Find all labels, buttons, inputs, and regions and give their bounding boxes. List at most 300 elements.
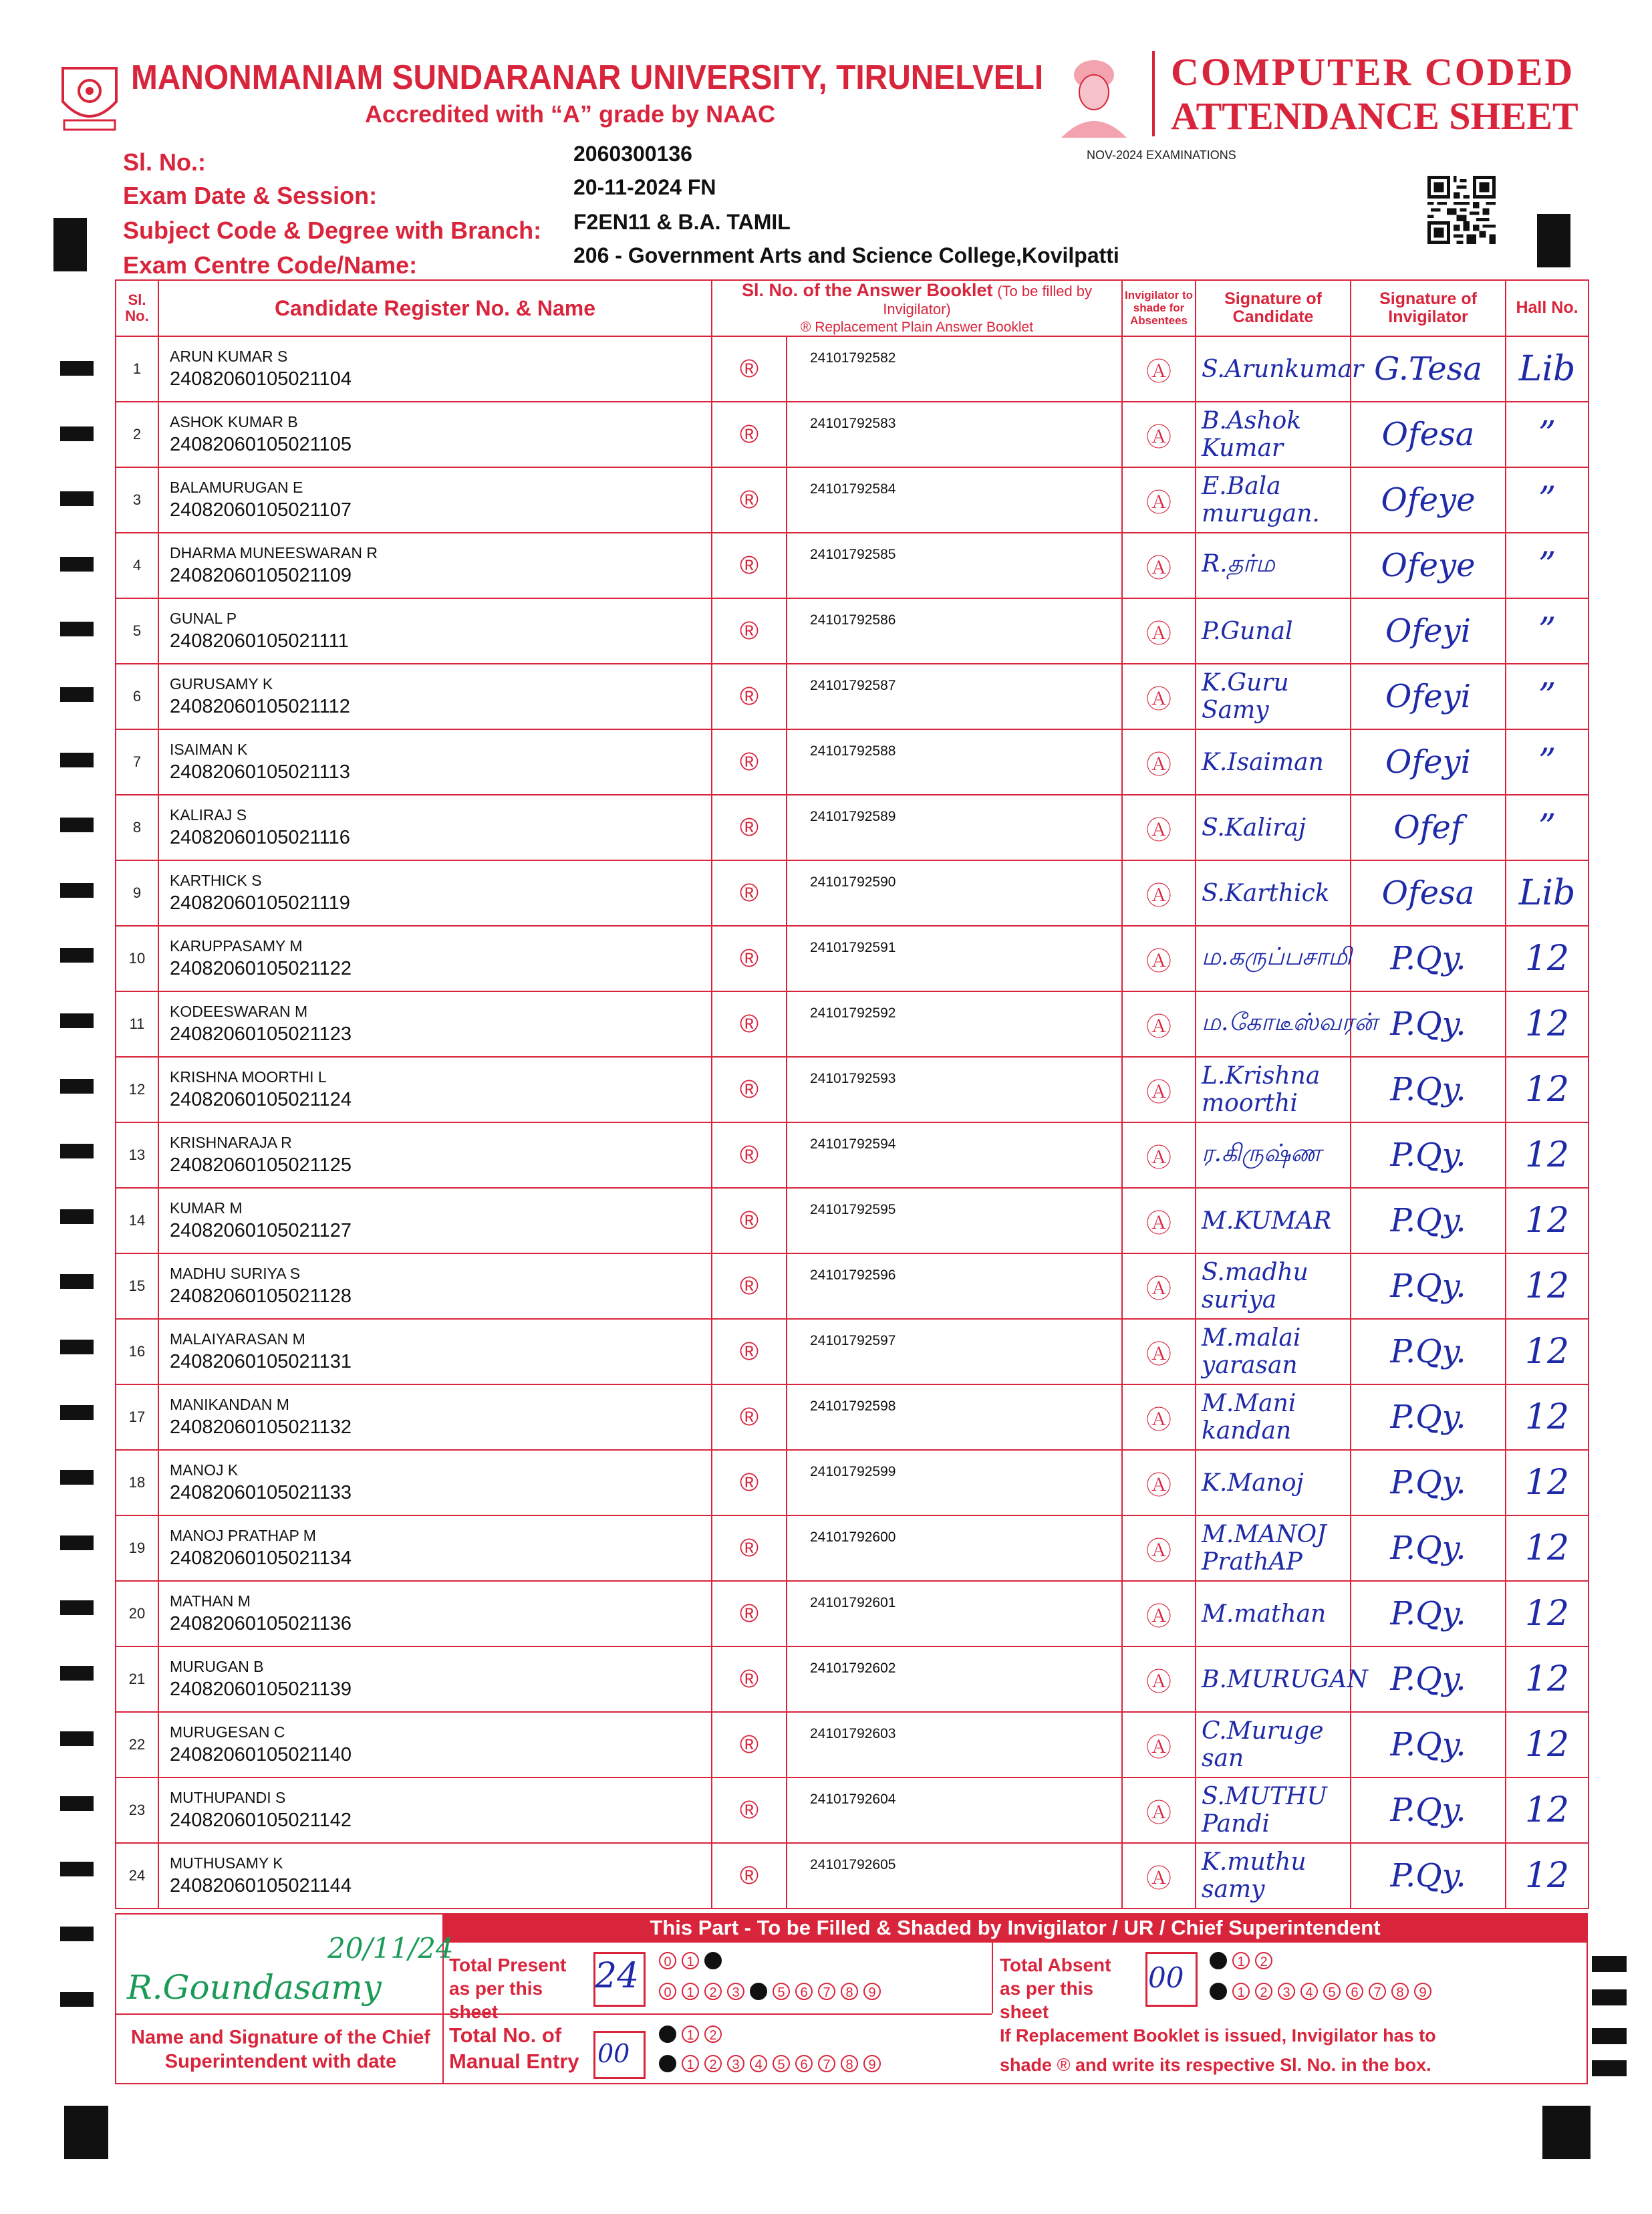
- invigilator-signature: P.Qy.: [1351, 1188, 1506, 1253]
- candidate-cell: [158, 664, 712, 729]
- row-sl: 18: [116, 1450, 158, 1515]
- digit-bubble[interactable]: 0: [1210, 1952, 1227, 1969]
- digit-bubble[interactable]: 1: [682, 2055, 699, 2072]
- timing-mark-left: [60, 1405, 94, 1420]
- digit-bubble[interactable]: 6: [795, 1983, 813, 2000]
- candidate-signature: R.தர்ம: [1196, 533, 1351, 598]
- candidate-name: GURUSAMY K: [170, 675, 273, 693]
- hall-number: 12: [1506, 991, 1589, 1057]
- candidate-signature: M.mathan: [1196, 1581, 1351, 1646]
- timing-mark-right: [1592, 1956, 1627, 1972]
- digit-bubble[interactable]: 9: [863, 1983, 881, 2000]
- digit-bubble[interactable]: 8: [841, 2055, 858, 2072]
- replacement-bubble[interactable]: ®: [712, 664, 787, 729]
- digit-bubble[interactable]: 6: [795, 2055, 813, 2072]
- replacement-symbol: ®: [1057, 2055, 1071, 2075]
- replacement-bubble[interactable]: ®: [712, 402, 787, 467]
- timing-mark-left: [60, 1862, 94, 1876]
- row-sl: 6: [116, 664, 158, 729]
- candidate-signature: L.Krishna moorthi: [1196, 1057, 1351, 1122]
- replacement-bubble[interactable]: ®: [712, 1777, 787, 1843]
- replacement-bubble[interactable]: ®: [712, 598, 787, 664]
- candidate-name: KUMAR M: [170, 1199, 243, 1217]
- accreditation: Accredited with “A” grade by NAAC: [365, 100, 776, 128]
- booklet-number: 24101792593: [787, 1057, 1122, 1122]
- booklet-number: 24101792587: [787, 664, 1122, 729]
- invigilator-signature: Ofef: [1351, 795, 1506, 860]
- invigilator-signature: P.Qy.: [1351, 991, 1506, 1057]
- absent-bubble[interactable]: Ⓐ: [1122, 1450, 1196, 1515]
- absent-bubble[interactable]: Ⓐ: [1122, 926, 1196, 991]
- candidate-signature: K.Isaiman: [1196, 729, 1351, 795]
- table-row: [116, 1057, 1589, 1122]
- hall-number: 12: [1506, 1777, 1589, 1843]
- register-number: 24082060105021127: [170, 1220, 352, 1242]
- candidate-signature: M.MANOJ PrathAP: [1196, 1515, 1351, 1581]
- hall-number: ”: [1506, 664, 1589, 729]
- row-sl: 15: [116, 1253, 158, 1319]
- invigilator-signature: P.Qy.: [1351, 926, 1506, 991]
- header-booklet-note: (To be filled by Invigilator): [883, 283, 1093, 318]
- candidate-cell: [158, 598, 712, 664]
- timing-mark-left: [60, 1209, 94, 1224]
- table-row: [116, 664, 1589, 729]
- digit-bubble[interactable]: 3: [1278, 1983, 1295, 2000]
- timing-mark-left: [60, 361, 94, 376]
- absent-bubble[interactable]: Ⓐ: [1122, 402, 1196, 467]
- candidate-name: MADHU SURIYA S: [170, 1265, 301, 1283]
- absent-bubble[interactable]: Ⓐ: [1122, 1253, 1196, 1319]
- sl-no-value: 2060300136: [573, 142, 692, 166]
- digit-bubble[interactable]: 4: [750, 1983, 767, 2000]
- candidate-signature: C.Muruge san: [1196, 1712, 1351, 1777]
- candidate-name: MALAIYARASAN M: [170, 1330, 305, 1348]
- absent-bubble[interactable]: Ⓐ: [1122, 336, 1196, 402]
- table-row: [116, 1384, 1589, 1450]
- replacement-bubble[interactable]: ®: [712, 1057, 787, 1122]
- candidate-signature: B.Ashok Kumar: [1196, 402, 1351, 467]
- booklet-number: 24101792596: [787, 1253, 1122, 1319]
- timing-mark-left: [60, 1535, 94, 1550]
- digit-bubble[interactable]: 2: [704, 2055, 722, 2072]
- register-number: 24082060105021123: [170, 1023, 352, 1046]
- total-absent-label: Total Absent as per this sheet: [1000, 1955, 1111, 2022]
- row-sl: 4: [116, 533, 158, 598]
- candidate-name: ISAIMAN K: [170, 741, 248, 759]
- total-present-label: Total Present as per this sheet: [449, 1955, 567, 2022]
- footer-banner-text: This Part - To be Filled & Shaded by Invigilator / UR / Chief Superintendent: [650, 1916, 1381, 1939]
- footer-divider-v2: [992, 1943, 993, 2013]
- table-row: [116, 336, 1589, 402]
- replacement-note-shade: shade: [1000, 2055, 1053, 2075]
- candidate-signature: K.Guru Samy: [1196, 664, 1351, 729]
- candidate-signature: S.Karthick: [1196, 860, 1351, 926]
- booklet-number: 24101792586: [787, 598, 1122, 664]
- booklet-number: 24101792585: [787, 533, 1122, 598]
- corner-mark-bottom-right: [1542, 2106, 1591, 2159]
- candidate-name: DHARMA MUNEESWARAN R: [170, 544, 378, 562]
- replacement-bubble[interactable]: ®: [712, 1581, 787, 1646]
- absent-bubble[interactable]: Ⓐ: [1122, 1057, 1196, 1122]
- booklet-number: 24101792603: [787, 1712, 1122, 1777]
- digit-bubble[interactable]: 1: [682, 2025, 699, 2043]
- invigilator-signature: Ofeye: [1351, 533, 1506, 598]
- register-number: 24082060105021134: [170, 1548, 352, 1570]
- candidate-name: MANOJ PRATHAP M: [170, 1527, 316, 1545]
- row-sl: 12: [116, 1057, 158, 1122]
- row-sl: 23: [116, 1777, 158, 1843]
- candidate-cell: [158, 1646, 712, 1712]
- absent-bubble[interactable]: Ⓐ: [1122, 598, 1196, 664]
- header-hall: Hall No.: [1506, 280, 1589, 336]
- candidate-name: KRISHNA MOORTHI L: [170, 1068, 327, 1086]
- booklet-number: 24101792584: [787, 467, 1122, 533]
- absent-bubble[interactable]: Ⓐ: [1122, 860, 1196, 926]
- manual-entry-value: 00: [597, 2039, 630, 2068]
- hall-number: 12: [1506, 1253, 1589, 1319]
- replacement-bubble[interactable]: ®: [712, 1319, 787, 1384]
- replacement-bubble[interactable]: ®: [712, 1843, 787, 1909]
- candidate-signature: E.Bala murugan.: [1196, 467, 1351, 533]
- table-row: [116, 926, 1589, 991]
- absent-bubble[interactable]: Ⓐ: [1122, 1843, 1196, 1909]
- digit-bubble[interactable]: 4: [750, 2055, 767, 2072]
- replacement-bubble[interactable]: ®: [712, 1646, 787, 1712]
- row-sl: 24: [116, 1843, 158, 1909]
- sl-no-label: Sl. No.:: [123, 148, 206, 176]
- table-row: [116, 402, 1589, 467]
- candidate-signature: M.KUMAR: [1196, 1188, 1351, 1253]
- row-sl: 22: [116, 1712, 158, 1777]
- table-row: [116, 1122, 1589, 1188]
- subject-label: Subject Code & Degree with Branch:: [123, 217, 542, 244]
- booklet-number: 24101792599: [787, 1450, 1122, 1515]
- absent-bubble[interactable]: Ⓐ: [1122, 1646, 1196, 1712]
- candidate-cell: [158, 1188, 712, 1253]
- timing-mark-left: [60, 753, 94, 767]
- candidate-cell: [158, 1319, 712, 1384]
- digit-bubble[interactable]: 0: [659, 2025, 676, 2043]
- digit-bubble[interactable]: 0: [1210, 1983, 1227, 2000]
- digit-bubble[interactable]: 0: [659, 1983, 676, 2000]
- absent-bubble[interactable]: Ⓐ: [1122, 1122, 1196, 1188]
- chief-signature: R.Goundasamy: [127, 1968, 382, 2007]
- replacement-bubble[interactable]: ®: [712, 1515, 787, 1581]
- digit-bubble[interactable]: 2: [1255, 1983, 1272, 2000]
- booklet-number: 24101792591: [787, 926, 1122, 991]
- invigilator-signature: P.Qy.: [1351, 1777, 1506, 1843]
- hall-number: ”: [1506, 467, 1589, 533]
- exam-date-label: Exam Date & Session:: [123, 182, 378, 209]
- candidate-cell: [158, 1777, 712, 1843]
- candidate-cell: [158, 795, 712, 860]
- candidate-cell: [158, 1253, 712, 1319]
- candidate-name: ARUN KUMAR S: [170, 348, 288, 366]
- candidate-name: GUNAL P: [170, 610, 237, 628]
- candidate-cell: [158, 991, 712, 1057]
- invigilator-signature: Ofeyi: [1351, 598, 1506, 664]
- timing-mark-left: [60, 491, 94, 506]
- absent-bubble[interactable]: Ⓐ: [1122, 795, 1196, 860]
- replacement-bubble[interactable]: ®: [712, 729, 787, 795]
- booklet-number: 24101792597: [787, 1319, 1122, 1384]
- invigilator-signature: P.Qy.: [1351, 1122, 1506, 1188]
- table-row: [116, 1712, 1589, 1777]
- table-row: [116, 860, 1589, 926]
- invigilator-signature: P.Qy.: [1351, 1515, 1506, 1581]
- invigilator-signature: P.Qy.: [1351, 1712, 1506, 1777]
- digit-bubble[interactable]: 2: [704, 1952, 722, 1969]
- candidate-signature: K.muthu samy: [1196, 1843, 1351, 1909]
- absent-bubble[interactable]: Ⓐ: [1122, 1581, 1196, 1646]
- timing-mark-left: [60, 1274, 94, 1289]
- digit-bubble[interactable]: 1: [1232, 1952, 1250, 1969]
- row-sl: 19: [116, 1515, 158, 1581]
- total-absent-value: 00: [1148, 1961, 1184, 1994]
- timing-mark-left: [60, 1470, 94, 1485]
- absent-units-bubbles: [1210, 1983, 1437, 2000]
- booklet-number: 24101792594: [787, 1122, 1122, 1188]
- invigilator-signature: P.Qy.: [1351, 1057, 1506, 1122]
- university-name: MANONMANIAM SUNDARANAR UNIVERSITY, TIRUNELVELI: [131, 58, 1044, 97]
- register-number: 24082060105021125: [170, 1154, 352, 1177]
- register-number: 24082060105021128: [170, 1285, 352, 1308]
- candidate-name: KARTHICK S: [170, 872, 262, 890]
- digit-bubble[interactable]: 0: [659, 1952, 676, 1969]
- header-sig-candidate: Signature of Candidate: [1196, 280, 1351, 336]
- digit-bubble[interactable]: 7: [818, 1983, 835, 2000]
- candidate-cell: [158, 1712, 712, 1777]
- absent-bubble[interactable]: Ⓐ: [1122, 664, 1196, 729]
- corner-mark-bottom-left: [64, 2106, 108, 2159]
- booklet-number: 24101792588: [787, 729, 1122, 795]
- candidate-name: BALAMURUGAN E: [170, 479, 303, 497]
- candidate-name: KODEESWARAN M: [170, 1003, 308, 1021]
- absent-bubble[interactable]: Ⓐ: [1122, 1188, 1196, 1253]
- candidate-name: ASHOK KUMAR B: [170, 413, 298, 431]
- candidate-signature: S.Arunkumar: [1196, 336, 1351, 402]
- candidate-signature: S.Kaliraj: [1196, 795, 1351, 860]
- digit-bubble[interactable]: 6: [1346, 1983, 1363, 2000]
- digit-bubble[interactable]: 5: [1323, 1983, 1341, 2000]
- digit-bubble[interactable]: 7: [1369, 1983, 1386, 2000]
- table-row: [116, 533, 1589, 598]
- candidate-cell: [158, 729, 712, 795]
- booklet-number: 24101792600: [787, 1515, 1122, 1581]
- invigilator-signature: Ofesa: [1351, 402, 1506, 467]
- register-number: 24082060105021116: [170, 827, 350, 849]
- centre-value: 206 - Government Arts and Science College,Kovilpatti: [573, 243, 1119, 267]
- header-divider: [1152, 51, 1155, 136]
- candidate-cell: [158, 1384, 712, 1450]
- hall-number: 12: [1506, 1843, 1589, 1909]
- candidate-cell: [158, 860, 712, 926]
- register-number: 24082060105021109: [170, 565, 352, 587]
- absent-bubble[interactable]: Ⓐ: [1122, 533, 1196, 598]
- row-sl: 14: [116, 1188, 158, 1253]
- row-sl: 10: [116, 926, 158, 991]
- digit-bubble[interactable]: 9: [863, 2055, 881, 2072]
- row-sl: 20: [116, 1581, 158, 1646]
- replacement-bubble[interactable]: ®: [712, 860, 787, 926]
- replacement-bubble[interactable]: ®: [712, 1122, 787, 1188]
- booklet-number: 24101792604: [787, 1777, 1122, 1843]
- replacement-bubble[interactable]: ®: [712, 533, 787, 598]
- header-candidate: Candidate Register No. & Name: [158, 280, 712, 336]
- replacement-bubble[interactable]: ®: [712, 991, 787, 1057]
- centre-label: Exam Centre Code/Name:: [123, 251, 418, 279]
- absent-bubble[interactable]: Ⓐ: [1122, 729, 1196, 795]
- candidate-signature: ம.கருப்பசாமி: [1196, 926, 1351, 991]
- replacement-bubble[interactable]: ®: [712, 1188, 787, 1253]
- absent-bubble[interactable]: Ⓐ: [1122, 1319, 1196, 1384]
- table-row: [116, 1581, 1589, 1646]
- timing-mark-left: [60, 1927, 94, 1941]
- digit-bubble[interactable]: 8: [1391, 1983, 1409, 2000]
- digit-bubble[interactable]: 0: [659, 2055, 676, 2072]
- candidate-cell: [158, 336, 712, 402]
- register-number: 24082060105021112: [170, 696, 350, 718]
- digit-bubble[interactable]: 2: [1255, 1952, 1272, 1969]
- candidate-signature: P.Gunal: [1196, 598, 1351, 664]
- header-shade: Invigilator to shade for Absentees: [1122, 280, 1196, 336]
- digit-bubble[interactable]: 3: [727, 2055, 744, 2072]
- digit-bubble[interactable]: 3: [727, 1983, 744, 2000]
- hall-number: 12: [1506, 1646, 1589, 1712]
- replacement-bubble[interactable]: ®: [712, 926, 787, 991]
- hall-number: 12: [1506, 1188, 1589, 1253]
- hall-number: 12: [1506, 1057, 1589, 1122]
- digit-bubble[interactable]: 5: [773, 1983, 790, 2000]
- replacement-bubble[interactable]: ®: [712, 1384, 787, 1450]
- row-sl: 9: [116, 860, 158, 926]
- exam-date-value: 20-11-2024 FN: [573, 175, 716, 199]
- absent-bubble[interactable]: Ⓐ: [1122, 467, 1196, 533]
- absent-bubble[interactable]: Ⓐ: [1122, 1515, 1196, 1581]
- header-booklet-title: Sl. No. of the Answer Booklet: [741, 280, 993, 300]
- invigilator-signature: P.Qy.: [1351, 1319, 1506, 1384]
- timing-mark-left: [60, 426, 94, 441]
- register-number: 24082060105021144: [170, 1875, 352, 1897]
- row-sl: 17: [116, 1384, 158, 1450]
- digit-bubble[interactable]: 7: [818, 2055, 835, 2072]
- candidate-cell: [158, 1122, 712, 1188]
- register-number: 24082060105021122: [170, 958, 352, 980]
- table-row: [116, 598, 1589, 664]
- replacement-bubble[interactable]: ®: [712, 1253, 787, 1319]
- digit-bubble[interactable]: 5: [773, 2055, 790, 2072]
- invigilator-signature: Ofesa: [1351, 860, 1506, 926]
- candidate-name: MUTHUSAMY K: [170, 1854, 283, 1872]
- digit-bubble[interactable]: 1: [682, 1952, 699, 1969]
- absent-bubble[interactable]: Ⓐ: [1122, 1712, 1196, 1777]
- digit-bubble[interactable]: 1: [682, 1983, 699, 2000]
- absent-bubble[interactable]: Ⓐ: [1122, 1777, 1196, 1843]
- absent-bubble[interactable]: Ⓐ: [1122, 1384, 1196, 1450]
- candidate-cell: [158, 1057, 712, 1122]
- candidate-cell: [158, 1843, 712, 1909]
- present-tens-bubbles: [659, 1952, 727, 1969]
- booklet-number: 24101792602: [787, 1646, 1122, 1712]
- replacement-bubble[interactable]: ®: [712, 795, 787, 860]
- manual-tens-bubbles: [659, 2025, 727, 2043]
- absent-tens-bubbles: [1210, 1952, 1278, 1969]
- table-row: [116, 1319, 1589, 1384]
- register-number: 24082060105021107: [170, 499, 352, 521]
- digit-bubble[interactable]: 9: [1414, 1983, 1431, 2000]
- hall-number: 12: [1506, 1122, 1589, 1188]
- booklet-number: 24101792582: [787, 336, 1122, 402]
- candidate-cell: [158, 1581, 712, 1646]
- invigilator-signature: Ofeye: [1351, 467, 1506, 533]
- digit-bubble[interactable]: 1: [1232, 1983, 1250, 2000]
- sheet-title-1: COMPUTER CODED: [1171, 50, 1575, 94]
- hall-number: 12: [1506, 1581, 1589, 1646]
- replacement-bubble[interactable]: ®: [712, 1712, 787, 1777]
- digit-bubble[interactable]: 2: [704, 1983, 722, 2000]
- timing-mark-left: [60, 622, 94, 636]
- hall-number: Lib: [1506, 860, 1589, 926]
- qr-code: [1427, 175, 1496, 245]
- register-number: 24082060105021124: [170, 1089, 352, 1111]
- corner-mark-top-right: [1537, 214, 1570, 267]
- candidate-name: MANIKANDAN M: [170, 1396, 289, 1414]
- booklet-number: 24101792605: [787, 1843, 1122, 1909]
- candidate-signature: ர.கிருஷ்ண: [1196, 1122, 1351, 1188]
- header-sl: Sl. No.: [116, 280, 158, 336]
- timing-mark-left: [60, 1079, 94, 1094]
- candidate-cell: [158, 533, 712, 598]
- chief-date: 20/11/24: [327, 1932, 454, 1965]
- table-row: [116, 467, 1589, 533]
- row-sl: 1: [116, 336, 158, 402]
- absent-bubble[interactable]: Ⓐ: [1122, 991, 1196, 1057]
- timing-mark-left: [60, 687, 94, 702]
- candidate-cell: [158, 926, 712, 991]
- replacement-bubble[interactable]: ®: [712, 336, 787, 402]
- register-number: 24082060105021104: [170, 368, 352, 390]
- invigilator-signature: G.Tesa: [1351, 336, 1506, 402]
- timing-mark-left: [60, 818, 94, 832]
- timing-mark-right: [1592, 2060, 1627, 2076]
- table-row: [116, 1646, 1589, 1712]
- digit-bubble[interactable]: 8: [841, 1983, 858, 2000]
- hall-number: 12: [1506, 1515, 1589, 1581]
- table-row: [116, 1515, 1589, 1581]
- replacement-bubble[interactable]: ®: [712, 1450, 787, 1515]
- row-sl: 8: [116, 795, 158, 860]
- timing-mark-left: [60, 1600, 94, 1615]
- register-number: 24082060105021111: [170, 630, 349, 652]
- digit-bubble[interactable]: 2: [704, 2025, 722, 2043]
- digit-bubble[interactable]: 4: [1300, 1983, 1318, 2000]
- timing-mark-left: [60, 1992, 94, 2007]
- replacement-bubble[interactable]: ®: [712, 467, 787, 533]
- total-present-value: 24: [595, 1956, 640, 1996]
- timing-mark-left: [60, 1666, 94, 1681]
- timing-mark-left: [60, 1013, 94, 1028]
- candidate-name: MANOJ K: [170, 1461, 239, 1479]
- row-sl: 11: [116, 991, 158, 1057]
- row-sl: 21: [116, 1646, 158, 1712]
- invigilator-signature: Ofeyi: [1351, 729, 1506, 795]
- candidate-name: MURUGESAN C: [170, 1723, 285, 1741]
- timing-mark-right: [1592, 1989, 1627, 2005]
- register-number: 24082060105021105: [170, 434, 352, 456]
- table-row: [116, 991, 1589, 1057]
- booklet-number: 24101792589: [787, 795, 1122, 860]
- present-units-bubbles: [659, 1983, 886, 2000]
